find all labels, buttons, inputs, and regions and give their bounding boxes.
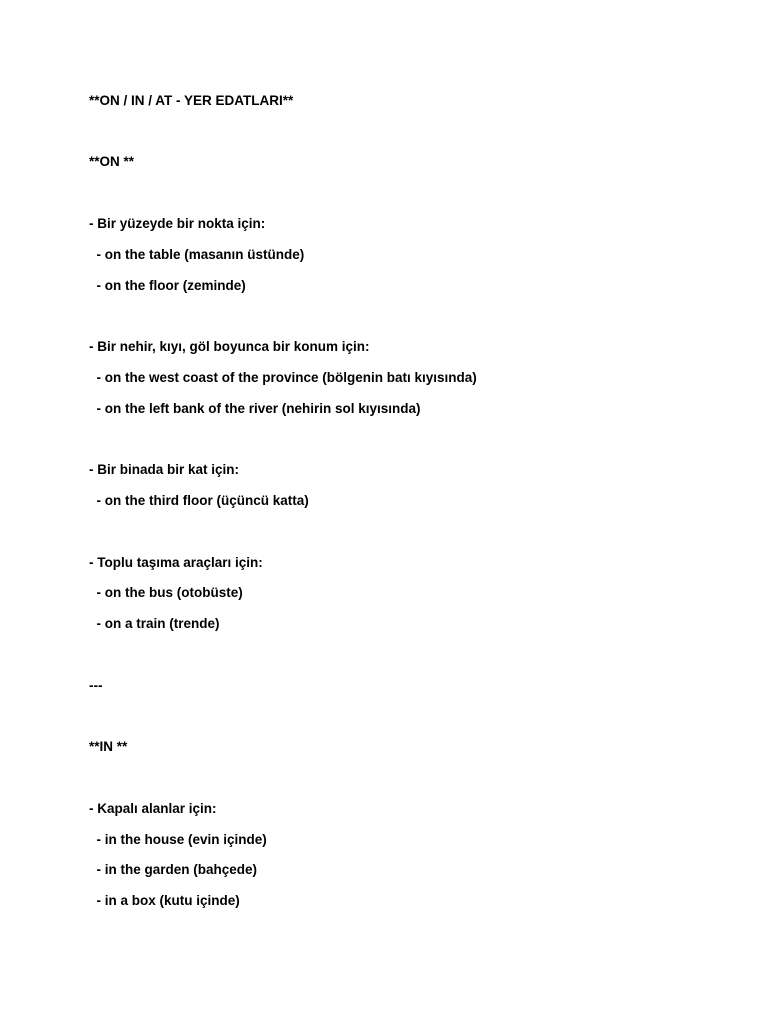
example-line: - on the third floor (üçüncü katta) xyxy=(89,493,309,508)
example-line: - on the left bank of the river (nehirin sol kıyısında) xyxy=(89,401,421,416)
example-line: - on the table (masanın üstünde) xyxy=(89,247,305,262)
bullet-line: - Toplu taşıma araçları için: xyxy=(89,555,263,570)
bullet-line: - Bir binada bir kat için: xyxy=(89,462,240,477)
bullet-line: - Kapalı alanlar için: xyxy=(89,801,217,816)
example-line: - in a box (kutu içinde) xyxy=(89,893,240,908)
document-title: **ON / IN / AT - YER EDATLARI** xyxy=(89,93,294,108)
example-line: - on the west coast of the province (bölgenin batı kıyısında) xyxy=(89,370,477,385)
example-line: - on a train (trende) xyxy=(89,616,220,631)
bullet-line: - Bir nehir, kıyı, göl boyunca bir konum için: xyxy=(89,339,370,354)
example-line: - on the bus (otobüste) xyxy=(89,585,243,600)
example-line: - in the house (evin içinde) xyxy=(89,832,267,847)
section-divider: --- xyxy=(89,678,103,693)
bullet-line: - Bir yüzeyde bir nokta için: xyxy=(89,216,266,231)
example-line: - in the garden (bahçede) xyxy=(89,862,258,877)
section-heading-in: **IN ** xyxy=(89,739,128,754)
section-heading-on: **ON ** xyxy=(89,154,135,169)
example-line: - on the floor (zeminde) xyxy=(89,278,246,293)
